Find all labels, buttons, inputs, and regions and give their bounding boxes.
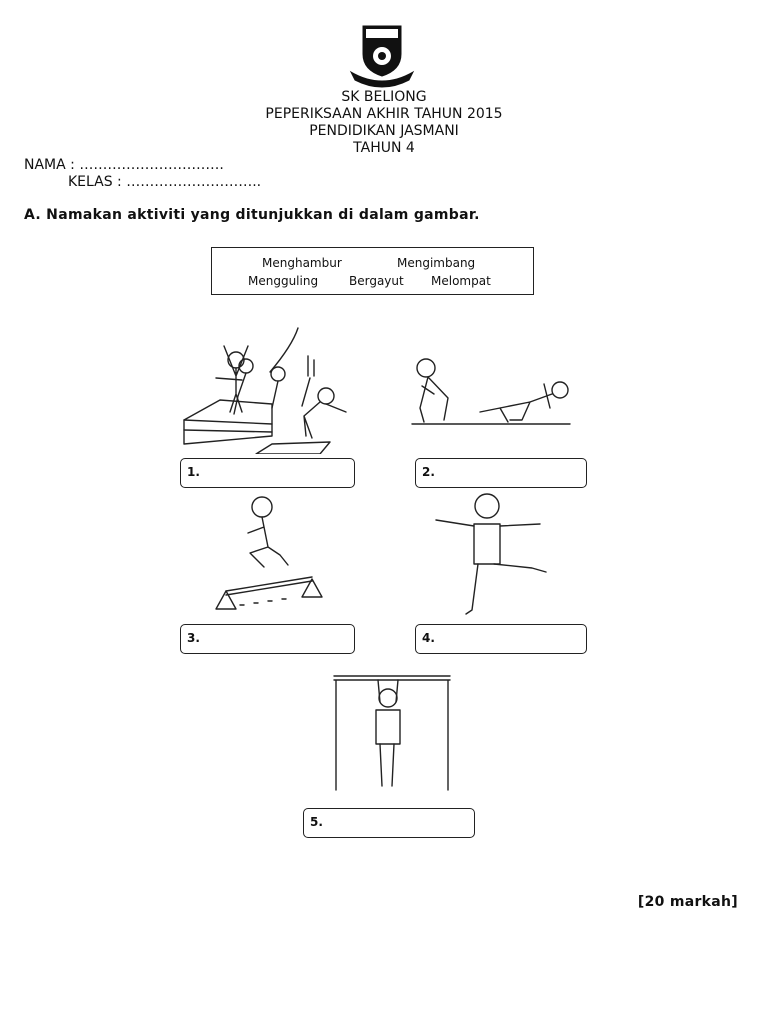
rolling-icon bbox=[410, 350, 575, 435]
answer-box-1[interactable]: 1. bbox=[180, 458, 355, 488]
answer-box-3[interactable]: 3. bbox=[180, 624, 355, 654]
balancing-icon bbox=[432, 490, 557, 620]
subject-title: PENDIDIKAN JASMANI bbox=[309, 123, 459, 139]
question-text: A. Namakan aktiviti yang ditunjukkan di dalam gambar. bbox=[24, 207, 480, 223]
school-crest-icon bbox=[347, 24, 417, 88]
exam-title: PEPERIKSAAN AKHIR TAHUN 2015 bbox=[265, 106, 503, 122]
answer-box-5[interactable]: 5. bbox=[303, 808, 475, 838]
school-name: SK BELIONG bbox=[341, 89, 427, 105]
answer-box-2[interactable]: 2. bbox=[415, 458, 587, 488]
word-bank bbox=[211, 247, 534, 295]
answer-box-4[interactable]: 4. bbox=[415, 624, 587, 654]
jumping-hurdle-icon bbox=[210, 493, 330, 623]
hanging-bar-icon bbox=[330, 672, 455, 797]
word-bank-item: Bergayut bbox=[349, 274, 404, 288]
total-marks: [20 markah] bbox=[637, 894, 738, 910]
word-bank-item: Mengimbang bbox=[397, 256, 476, 270]
word-bank-item: Mengguling bbox=[248, 274, 319, 288]
year-title: TAHUN 4 bbox=[353, 140, 415, 156]
name-field[interactable]: NAMA : …………………………. bbox=[24, 157, 224, 173]
class-field[interactable]: KELAS : ……………………….. bbox=[68, 174, 262, 190]
vaulting-box-icon bbox=[180, 316, 360, 454]
word-bank-item: Melompat bbox=[431, 274, 491, 288]
word-bank-item: Menghambur bbox=[262, 256, 342, 270]
